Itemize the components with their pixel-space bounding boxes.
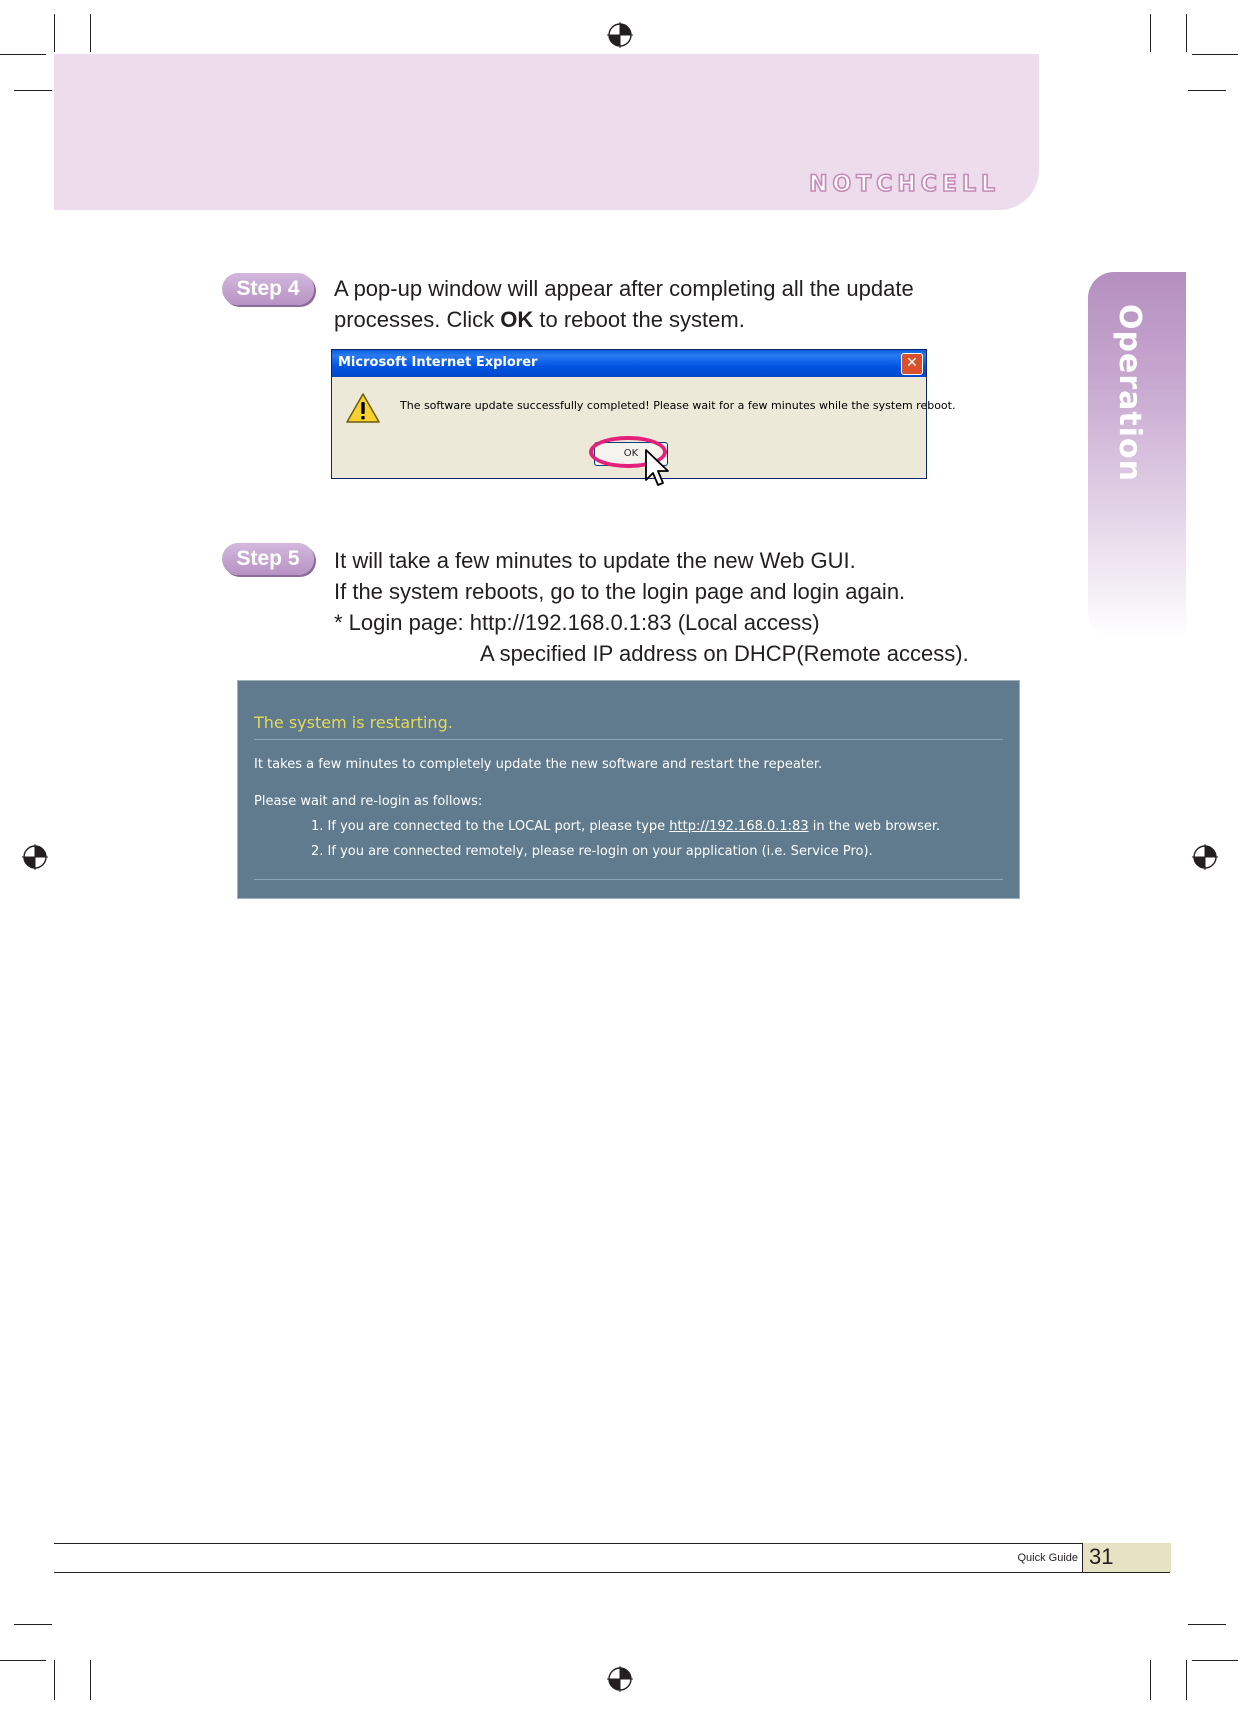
close-icon[interactable]: ✕ [901, 353, 923, 375]
crop-mark [0, 54, 46, 55]
divider [254, 739, 1003, 740]
ok-button[interactable]: OK [594, 442, 668, 466]
ie-alert-dialog [331, 349, 956, 479]
registration-mark-icon [1192, 844, 1218, 870]
registration-mark-icon [607, 22, 633, 48]
crop-mark [1188, 90, 1226, 91]
step-4-line-2 [334, 304, 1054, 335]
footer-rule-top [54, 1543, 1170, 1544]
step-4-text [334, 273, 1054, 335]
page-number-box [1082, 1543, 1171, 1572]
restart-item-1-start: 1. If you are connected to the LOCAL port, please type [311, 819, 670, 834]
restart-item-1-end: in the web browser. [808, 819, 941, 834]
crop-mark [1188, 1624, 1226, 1625]
step-4-line-2-start: processes. Click [334, 307, 501, 332]
dialog-message: The software update successfully completed! Please wait for a few minutes while the system reboot. [400, 399, 956, 412]
registration-mark-icon [607, 1666, 633, 1692]
crop-mark [1150, 1660, 1151, 1700]
dialog-title: Microsoft Internet Explorer [338, 355, 538, 370]
brand-logo: NOTCHCELL [809, 172, 1000, 197]
restart-item-2: 2. If you are connected remotely, please re-login on your application (i.e. Service Pro). [311, 844, 873, 859]
step-5-line-1: It will take a few minutes to update the new Web GUI. [334, 548, 856, 573]
page-number: 31 [1089, 1544, 1114, 1569]
restart-item-1 [311, 819, 940, 834]
footer-rule-bottom [54, 1572, 1170, 1573]
local-login-link[interactable]: http://192.168.0.1:83 [669, 819, 809, 834]
crop-mark [14, 90, 52, 91]
crop-mark [54, 1660, 55, 1700]
crop-mark [14, 1624, 52, 1625]
restart-panel [237, 680, 1020, 899]
step-4-line-2-end: to reboot the system. [533, 307, 745, 332]
step-4-ok-emphasis: OK [500, 307, 534, 332]
step-4-line-1: A pop-up window will appear after completing all the update [334, 276, 914, 301]
restart-line-2: Please wait and re-login as follows: [254, 794, 483, 809]
crop-mark [90, 14, 91, 52]
crop-mark [1192, 1660, 1238, 1661]
step-5-line-2: If the system reboots, go to the login page and login again. [334, 579, 906, 604]
registration-mark-icon [22, 844, 48, 870]
warning-icon [345, 392, 381, 424]
dialog-titlebar [332, 350, 926, 377]
section-side-tab-label: Operation [1112, 304, 1147, 482]
mouse-pointer-icon [644, 448, 672, 488]
step-5-login-local: * Login page: http://192.168.0.1:83 (Local access) [334, 610, 820, 635]
crop-mark [0, 1660, 46, 1661]
step-4-pill: Step 4 [222, 273, 314, 305]
restart-line-1: It takes a few minutes to completely update the new software and restart the repeater. [254, 757, 823, 772]
step-5-text [334, 545, 1054, 669]
restart-title: The system is restarting. [254, 713, 453, 732]
step-5-pill: Step 5 [222, 543, 314, 575]
crop-mark [90, 1660, 91, 1700]
step-5-login-remote: A specified IP address on DHCP(Remote access). [480, 641, 969, 666]
crop-mark [1186, 1660, 1187, 1700]
crop-mark [54, 14, 55, 52]
footer-label: Quick Guide [1017, 1552, 1078, 1564]
divider [254, 879, 1003, 880]
crop-mark [1150, 14, 1151, 52]
crop-mark [1192, 54, 1238, 55]
crop-mark [1186, 14, 1187, 52]
